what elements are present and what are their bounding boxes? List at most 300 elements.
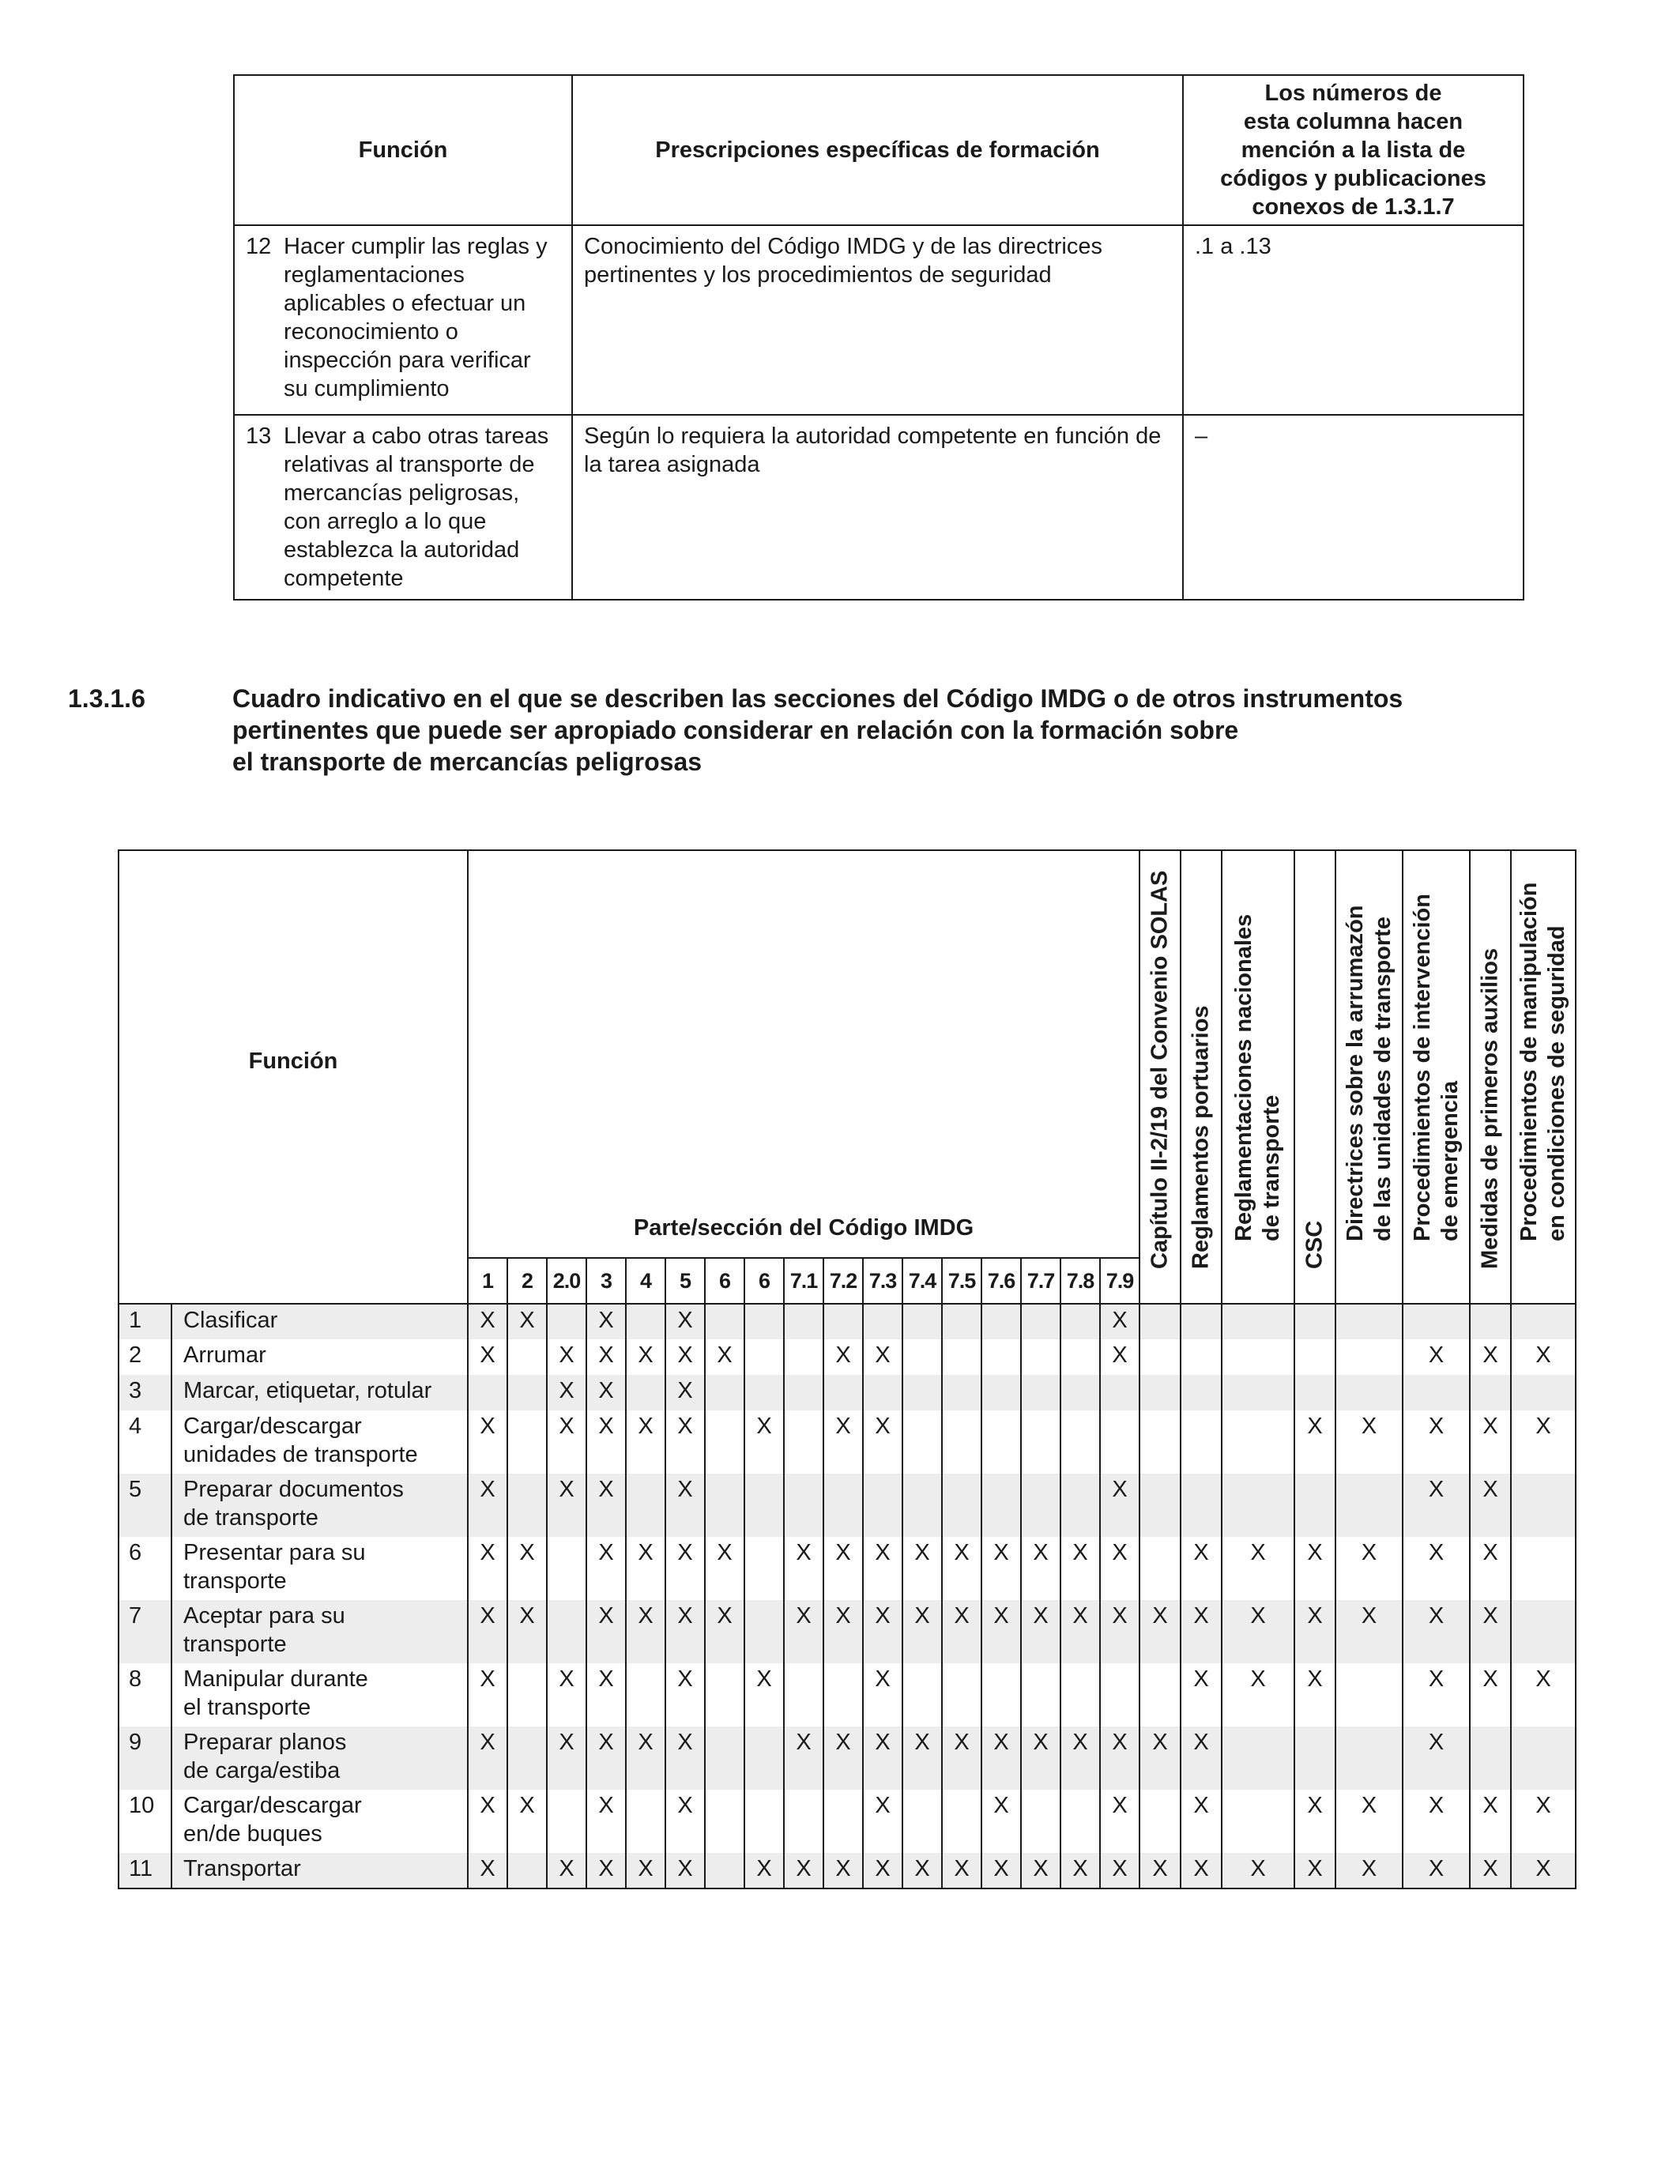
row-function: Preparar planos de carga/estiba [171, 1726, 468, 1790]
row-function: Cargar/descargar en/de buques [171, 1790, 468, 1853]
imdg-section-header: 3 [586, 1258, 626, 1304]
matrix-mark: X [1222, 1600, 1294, 1663]
matrix-mark: X [1222, 1663, 1294, 1726]
matrix-mark [1511, 1474, 1576, 1537]
matrix-mark: X [665, 1790, 705, 1853]
matrix-mark: X [665, 1726, 705, 1790]
matrix-mark [902, 1474, 942, 1537]
matrix-mark: X [1294, 1663, 1335, 1726]
row-function: Cargar/descargar unidades de transporte [171, 1410, 468, 1474]
imdg-section-header: 7.5 [942, 1258, 981, 1304]
vertical-column-label: Procedimientos de manipulación en condiciones de seguridad [1516, 882, 1570, 1241]
row-function: Clasificar [171, 1304, 468, 1339]
matrix-mark: X [1470, 1853, 1511, 1888]
matrix-mark: X [1403, 1537, 1470, 1600]
matrix-mark: X [547, 1853, 586, 1888]
imdg-section-header: 7.2 [823, 1258, 863, 1304]
matrix-mark [981, 1304, 1021, 1339]
matrix-mark: X [1222, 1537, 1294, 1600]
matrix-header-function: Función [119, 850, 468, 1304]
matrix-row [119, 1304, 1576, 1339]
imdg-section-header: 7.8 [1060, 1258, 1100, 1304]
matrix-mark [1060, 1339, 1100, 1375]
matrix-mark: X [744, 1853, 784, 1888]
matrix-mark [744, 1790, 784, 1853]
matrix-mark [902, 1339, 942, 1375]
imdg-section-header: 7.7 [1021, 1258, 1060, 1304]
matrix-mark: X [1470, 1339, 1511, 1375]
matrix-header-other [1294, 850, 1335, 1304]
matrix-mark: X [1470, 1474, 1511, 1537]
matrix-mark: X [1139, 1853, 1181, 1888]
function-text: Hacer cumplir las reglas y reglamentaciones aplicables o efectuar un reconocimiento o inspección para verificar su cumplimiento [284, 234, 548, 401]
matrix-mark [902, 1304, 942, 1339]
matrix-mark: X [586, 1375, 626, 1410]
matrix-mark [981, 1375, 1021, 1410]
matrix-mark [744, 1339, 784, 1375]
matrix-mark [1470, 1726, 1511, 1790]
row-function: Aceptar para su transporte [171, 1600, 468, 1663]
matrix-header-other [1139, 850, 1181, 1304]
matrix-mark [784, 1304, 823, 1339]
matrix-mark [942, 1410, 981, 1474]
matrix-mark [981, 1474, 1021, 1537]
matrix-mark [1335, 1339, 1403, 1375]
matrix-mark: X [902, 1726, 942, 1790]
matrix-mark [1222, 1375, 1294, 1410]
matrix-header-other [1470, 850, 1511, 1304]
matrix-mark [942, 1663, 981, 1726]
matrix-mark [1139, 1410, 1181, 1474]
matrix-mark [626, 1304, 665, 1339]
matrix-mark: X [1100, 1537, 1139, 1600]
matrix-mark [942, 1790, 981, 1853]
references-cell: .1 a .13 [1183, 225, 1524, 415]
matrix-mark [863, 1304, 902, 1339]
matrix-mark [468, 1375, 507, 1410]
function-number: 13 [246, 424, 272, 449]
matrix-mark [705, 1853, 744, 1888]
matrix-header-row [119, 850, 1576, 1258]
matrix-mark [1139, 1663, 1181, 1726]
imdg-section-header: 1 [468, 1258, 507, 1304]
row-function: Transportar [171, 1853, 468, 1888]
matrix-mark [547, 1790, 586, 1853]
matrix-mark [1021, 1790, 1060, 1853]
matrix-mark: X [586, 1726, 626, 1790]
vertical-column-label: Reglamentos portuarios [1188, 1005, 1214, 1269]
matrix-mark [1060, 1375, 1100, 1410]
matrix-mark: X [1403, 1410, 1470, 1474]
matrix-mark: X [586, 1600, 626, 1663]
matrix-mark: X [626, 1600, 665, 1663]
matrix-mark: X [1060, 1537, 1100, 1600]
row-number: 3 [119, 1375, 171, 1410]
matrix-mark [1021, 1339, 1060, 1375]
matrix-mark [1222, 1339, 1294, 1375]
matrix-mark [1511, 1304, 1576, 1339]
matrix-mark [981, 1663, 1021, 1726]
row-number: 6 [119, 1537, 171, 1600]
matrix-mark [507, 1339, 547, 1375]
row-number: 11 [119, 1853, 171, 1888]
matrix-row [119, 1339, 1576, 1375]
matrix-mark [1294, 1304, 1335, 1339]
row-number: 5 [119, 1474, 171, 1537]
matrix-mark: X [665, 1853, 705, 1888]
matrix-mark: X [823, 1410, 863, 1474]
matrix-mark: X [863, 1537, 902, 1600]
matrix-mark [744, 1474, 784, 1537]
matrix-mark: X [1060, 1600, 1100, 1663]
matrix-mark: X [1060, 1853, 1100, 1888]
matrix-mark: X [1403, 1339, 1470, 1375]
matrix-mark [1403, 1375, 1470, 1410]
matrix-mark: X [665, 1375, 705, 1410]
matrix-mark: X [1511, 1339, 1576, 1375]
matrix-mark [1511, 1375, 1576, 1410]
matrix-mark [744, 1726, 784, 1790]
matrix-mark [507, 1853, 547, 1888]
matrix-mark [823, 1474, 863, 1537]
matrix-mark: X [626, 1339, 665, 1375]
matrix-mark [705, 1304, 744, 1339]
matrix-mark: X [468, 1726, 507, 1790]
matrix-mark [1060, 1663, 1100, 1726]
matrix-mark [1335, 1304, 1403, 1339]
matrix-mark: X [1021, 1537, 1060, 1600]
matrix-mark [784, 1663, 823, 1726]
matrix-mark [547, 1600, 586, 1663]
matrix-mark: X [1100, 1474, 1139, 1537]
matrix-header-other [1511, 850, 1576, 1304]
matrix-mark [1060, 1474, 1100, 1537]
matrix-mark: X [1181, 1537, 1222, 1600]
matrix-mark: X [863, 1726, 902, 1790]
matrix-mark [902, 1410, 942, 1474]
vertical-column-label: Procedimientos de intervención de emergencia [1409, 894, 1463, 1241]
matrix-mark [705, 1663, 744, 1726]
matrix-mark [507, 1663, 547, 1726]
matrix-mark: X [784, 1726, 823, 1790]
matrix-mark [507, 1726, 547, 1790]
imdg-section-header: 7.9 [1100, 1258, 1139, 1304]
matrix-mark: X [823, 1339, 863, 1375]
matrix-mark: X [626, 1410, 665, 1474]
matrix-mark [1021, 1410, 1060, 1474]
matrix-mark [1139, 1474, 1181, 1537]
matrix-mark: X [586, 1853, 626, 1888]
matrix-mark: X [1100, 1304, 1139, 1339]
matrix-mark: X [547, 1375, 586, 1410]
matrix-mark [902, 1663, 942, 1726]
matrix-mark [1470, 1375, 1511, 1410]
matrix-mark: X [626, 1726, 665, 1790]
matrix-mark [705, 1410, 744, 1474]
matrix-mark [1335, 1375, 1403, 1410]
matrix-mark: X [1294, 1790, 1335, 1853]
vertical-column-label: Directrices sobre la arrumazón de las unidades de transporte [1342, 905, 1396, 1241]
matrix-mark: X [823, 1600, 863, 1663]
matrix-mark: X [1511, 1790, 1576, 1853]
matrix-mark: X [902, 1537, 942, 1600]
imdg-section-header: 7.6 [981, 1258, 1021, 1304]
matrix-mark [1100, 1375, 1139, 1410]
training-cell: Según lo requiera la autoridad competente en función de la tarea asignada [572, 415, 1183, 600]
matrix-mark: X [468, 1853, 507, 1888]
matrix-mark: X [942, 1853, 981, 1888]
matrix-mark: X [1335, 1790, 1403, 1853]
matrix-mark [902, 1790, 942, 1853]
matrix-row [119, 1474, 1576, 1537]
row-function: Manipular durante el transporte [171, 1663, 468, 1726]
matrix-mark: X [1181, 1600, 1222, 1663]
matrix-mark [507, 1410, 547, 1474]
matrix-mark [863, 1474, 902, 1537]
matrix-mark [1511, 1600, 1576, 1663]
matrix-mark: X [863, 1339, 902, 1375]
matrix-mark: X [586, 1790, 626, 1853]
matrix-mark [1294, 1339, 1335, 1375]
row-number: 10 [119, 1790, 171, 1853]
matrix-mark: X [665, 1537, 705, 1600]
imdg-section-header: 5 [665, 1258, 705, 1304]
matrix-mark: X [665, 1474, 705, 1537]
matrix-mark [705, 1726, 744, 1790]
matrix-mark: X [1100, 1339, 1139, 1375]
matrix-mark [784, 1375, 823, 1410]
matrix-mark [744, 1600, 784, 1663]
matrix-mark [1335, 1663, 1403, 1726]
matrix-mark: X [784, 1537, 823, 1600]
matrix-mark: X [942, 1600, 981, 1663]
imdg-section-header: 2 [507, 1258, 547, 1304]
matrix-mark: X [1511, 1853, 1576, 1888]
matrix-mark: X [468, 1537, 507, 1600]
matrix-mark: X [1060, 1726, 1100, 1790]
matrix-mark [784, 1790, 823, 1853]
row-number: 2 [119, 1339, 171, 1375]
matrix-mark: X [468, 1339, 507, 1375]
matrix-mark: X [1181, 1726, 1222, 1790]
matrix-mark: X [1021, 1600, 1060, 1663]
matrix-mark: X [1511, 1410, 1576, 1474]
matrix-mark [507, 1375, 547, 1410]
matrix-mark [823, 1663, 863, 1726]
matrix-mark: X [547, 1410, 586, 1474]
matrix-mark: X [507, 1790, 547, 1853]
matrix-mark: X [468, 1410, 507, 1474]
vertical-column-label: Reglamentaciones nacionales de transporte [1231, 913, 1285, 1241]
matrix-mark: X [507, 1600, 547, 1663]
matrix-mark [1139, 1790, 1181, 1853]
matrix-mark: X [1021, 1726, 1060, 1790]
matrix-mark: X [981, 1853, 1021, 1888]
matrix-mark: X [626, 1537, 665, 1600]
matrix-mark: X [586, 1304, 626, 1339]
matrix-mark: X [1470, 1410, 1511, 1474]
matrix-mark [1294, 1375, 1335, 1410]
matrix-mark: X [1181, 1663, 1222, 1726]
matrix-mark: X [586, 1410, 626, 1474]
matrix-row [119, 1375, 1576, 1410]
matrix-mark [744, 1537, 784, 1600]
matrix-mark: X [1100, 1790, 1139, 1853]
matrix-header-other [1181, 850, 1222, 1304]
training-requirements-table [233, 74, 1524, 601]
training-row-13 [234, 415, 1524, 600]
matrix-mark: X [1100, 1853, 1139, 1888]
matrix-mark: X [586, 1339, 626, 1375]
matrix-mark [981, 1410, 1021, 1474]
matrix-mark [1021, 1304, 1060, 1339]
matrix-mark: X [1470, 1790, 1511, 1853]
matrix-mark [1139, 1304, 1181, 1339]
matrix-mark: X [468, 1600, 507, 1663]
matrix-row [119, 1790, 1576, 1853]
matrix-mark: X [1181, 1853, 1222, 1888]
matrix-mark [1021, 1375, 1060, 1410]
matrix-mark: X [547, 1663, 586, 1726]
matrix-mark: X [863, 1790, 902, 1853]
matrix-mark: X [705, 1339, 744, 1375]
matrix-mark [626, 1375, 665, 1410]
matrix-mark: X [1294, 1410, 1335, 1474]
matrix-row [119, 1853, 1576, 1888]
imdg-section-header: 2.0 [547, 1258, 586, 1304]
matrix-mark: X [547, 1726, 586, 1790]
matrix-mark: X [586, 1474, 626, 1537]
header-function: Función [234, 75, 572, 225]
matrix-mark: X [1403, 1474, 1470, 1537]
row-number: 7 [119, 1600, 171, 1663]
matrix-mark: X [863, 1410, 902, 1474]
matrix-mark [1100, 1410, 1139, 1474]
matrix-mark [1511, 1726, 1576, 1790]
matrix-mark: X [665, 1304, 705, 1339]
matrix-mark [981, 1339, 1021, 1375]
header-training: Prescripciones específicas de formación [572, 75, 1183, 225]
matrix-mark [1021, 1663, 1060, 1726]
matrix-mark: X [942, 1537, 981, 1600]
row-number: 4 [119, 1410, 171, 1474]
imdg-section-header: 7.1 [784, 1258, 823, 1304]
matrix-mark [547, 1304, 586, 1339]
matrix-mark: X [1470, 1663, 1511, 1726]
matrix-mark: X [1335, 1853, 1403, 1888]
matrix-header-other [1403, 850, 1470, 1304]
matrix-mark: X [863, 1853, 902, 1888]
matrix-mark: X [1335, 1537, 1403, 1600]
matrix-mark [1100, 1663, 1139, 1726]
matrix-mark [823, 1375, 863, 1410]
matrix-mark [1181, 1410, 1222, 1474]
matrix-mark [1222, 1790, 1294, 1853]
matrix-mark [1335, 1726, 1403, 1790]
matrix-header-imdg: Parte/sección del Código IMDG [468, 850, 1139, 1258]
matrix-mark: X [586, 1663, 626, 1726]
row-function: Arrumar [171, 1339, 468, 1375]
matrix-mark: X [1294, 1853, 1335, 1888]
row-number: 8 [119, 1663, 171, 1726]
matrix-mark [1222, 1304, 1294, 1339]
matrix-mark: X [1139, 1600, 1181, 1663]
matrix-mark [1294, 1474, 1335, 1537]
matrix-mark: X [507, 1304, 547, 1339]
matrix-mark: X [547, 1339, 586, 1375]
vertical-column-label: Capítulo II-2/19 del Convenio SOLAS [1147, 870, 1173, 1269]
matrix-mark [942, 1375, 981, 1410]
row-number: 1 [119, 1304, 171, 1339]
matrix-mark [942, 1304, 981, 1339]
matrix-mark [626, 1663, 665, 1726]
matrix-mark: X [626, 1853, 665, 1888]
matrix-mark [942, 1474, 981, 1537]
matrix-mark [1181, 1304, 1222, 1339]
matrix-mark [705, 1474, 744, 1537]
matrix-row [119, 1600, 1576, 1663]
vertical-column-label: CSC [1301, 1220, 1328, 1269]
matrix-mark: X [1335, 1410, 1403, 1474]
matrix-mark [705, 1375, 744, 1410]
matrix-mark: X [784, 1600, 823, 1663]
matrix-row [119, 1537, 1576, 1600]
matrix-mark [547, 1537, 586, 1600]
matrix-mark: X [1403, 1726, 1470, 1790]
row-function: Presentar para su transporte [171, 1537, 468, 1600]
matrix-mark [784, 1410, 823, 1474]
matrix-mark [1403, 1304, 1470, 1339]
vertical-column-label: Medidas de primeros auxilios [1477, 947, 1503, 1269]
function-cell [234, 415, 572, 600]
row-number: 9 [119, 1726, 171, 1790]
matrix-row [119, 1726, 1576, 1790]
matrix-mark [626, 1790, 665, 1853]
matrix-mark [784, 1474, 823, 1537]
matrix-mark [1222, 1410, 1294, 1474]
matrix-mark: X [942, 1726, 981, 1790]
matrix-header-other [1335, 850, 1403, 1304]
matrix-mark: X [1403, 1600, 1470, 1663]
row-function: Preparar documentos de transporte [171, 1474, 468, 1537]
row-function: Marcar, etiquetar, rotular [171, 1375, 468, 1410]
matrix-row [119, 1663, 1576, 1726]
imdg-sections-matrix [118, 849, 1576, 1889]
matrix-mark: X [468, 1304, 507, 1339]
matrix-mark [1335, 1474, 1403, 1537]
matrix-mark [1511, 1537, 1576, 1600]
matrix-mark: X [981, 1726, 1021, 1790]
matrix-mark: X [507, 1537, 547, 1600]
matrix-mark [1470, 1304, 1511, 1339]
matrix-mark [744, 1304, 784, 1339]
matrix-mark [1139, 1375, 1181, 1410]
section-title: Cuadro indicativo en el que se describen las secciones del Código IMDG o de otros instrumentos pertinentes que puede ser apropiado considerar en relación con la formación sobre el transporte de mercancías peligrosas [232, 684, 1403, 776]
matrix-mark [942, 1339, 981, 1375]
matrix-mark: X [665, 1663, 705, 1726]
function-number: 12 [246, 234, 272, 259]
imdg-section-header: 4 [626, 1258, 665, 1304]
matrix-row [119, 1410, 1576, 1474]
imdg-section-header: 7.3 [863, 1258, 902, 1304]
matrix-mark [1139, 1537, 1181, 1600]
matrix-mark [1060, 1410, 1100, 1474]
matrix-mark: X [981, 1600, 1021, 1663]
matrix-mark: X [823, 1853, 863, 1888]
matrix-mark: X [863, 1600, 902, 1663]
matrix-mark: X [1100, 1726, 1139, 1790]
section-number: 1.3.1.6 [68, 684, 145, 713]
